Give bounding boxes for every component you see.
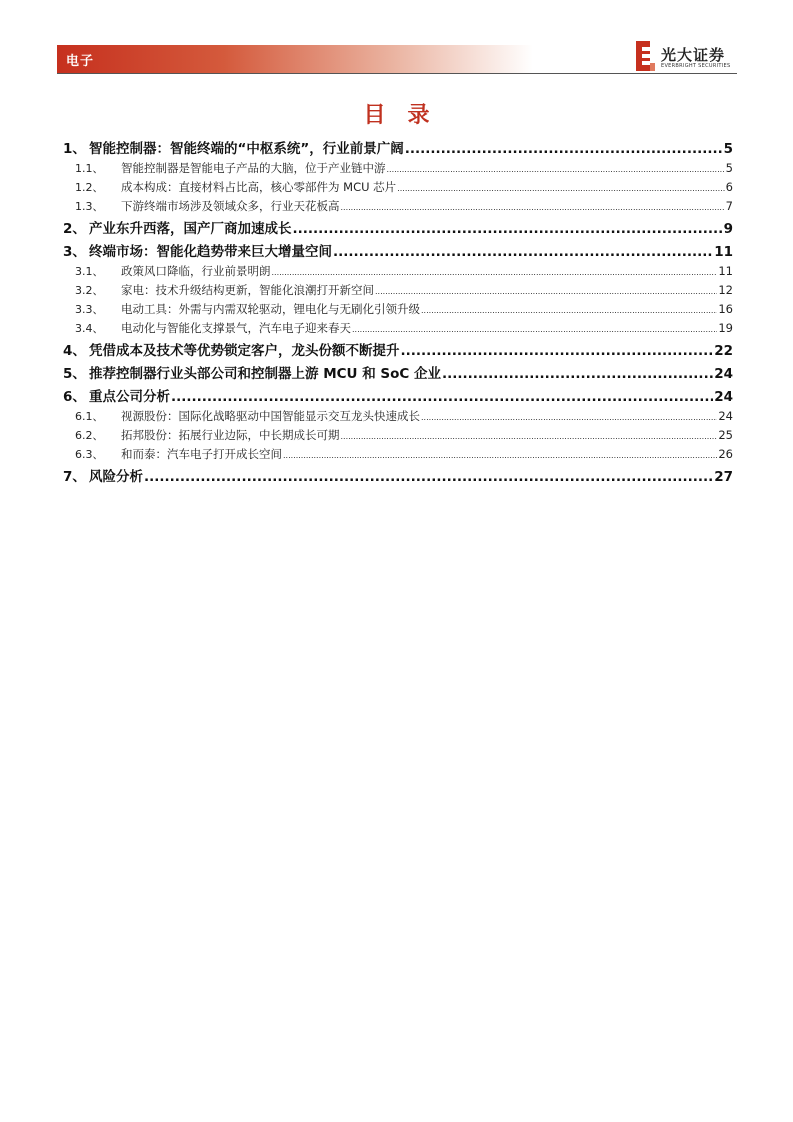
- toc-entry-page: 9: [723, 221, 733, 237]
- toc-entry[interactable]: [63, 339, 733, 362]
- toc-entry-number: 1.1、: [75, 162, 104, 175]
- toc-entry-number: 7、: [63, 469, 86, 485]
- toc-entry-page: 11: [714, 244, 733, 260]
- toc-leader-dots: [171, 389, 713, 405]
- toc-entry[interactable]: [63, 137, 733, 160]
- toc-leader-dots: [397, 180, 724, 194]
- logo-name-cn: 光大证券: [661, 46, 726, 64]
- section-header-bar: [57, 45, 533, 73]
- toc-entry[interactable]: [63, 160, 733, 179]
- toc-entry[interactable]: [63, 320, 733, 339]
- toc-entry-title: 风险分析: [89, 469, 143, 485]
- toc-entry-title: 政策风口降临，行业前景明朗: [121, 264, 271, 278]
- toc-entry-number: 3.4、: [75, 322, 104, 335]
- toc-entry-page: 19: [718, 321, 733, 335]
- toc-entry-page: 24: [714, 366, 733, 382]
- toc-entry-title: 电动化与智能化支撑景气，汽车电子迎来春天: [121, 321, 351, 335]
- toc-leader-dots: [401, 343, 714, 359]
- toc-entry-title: 凭借成本及技术等优势锁定客户，龙头份额不断提升: [89, 343, 400, 359]
- toc-entry-number: 1.2、: [75, 181, 104, 194]
- toc-entry-title: 产业东升西落，国产厂商加速成长: [89, 221, 292, 237]
- toc-leader-dots: [352, 321, 717, 335]
- toc-entry[interactable]: [63, 362, 733, 385]
- toc-leader-dots: [421, 409, 717, 423]
- toc-entry-title: 成本构成：直接材料占比高，核心零部件为 MCU 芯片: [121, 180, 397, 194]
- toc-entry-title: 视源股份：国际化战略驱动中国智能显示交互龙头快速成长: [121, 409, 420, 423]
- toc-entry-number: 3.2、: [75, 284, 104, 297]
- toc-entry-page: 12: [718, 283, 733, 297]
- toc-entry-page: 25: [718, 428, 733, 442]
- toc-entry-number: 6.2、: [75, 429, 104, 442]
- toc-entry[interactable]: [63, 446, 733, 465]
- logo-name-en: EVERBRIGHT SECURITIES: [661, 63, 731, 69]
- toc-leader-dots: [293, 221, 723, 237]
- toc-entry-number: 1.3、: [75, 200, 104, 213]
- toc-entry-number: 6、: [63, 389, 86, 405]
- toc-entry-page: 6: [725, 180, 733, 194]
- section-label: 电子: [66, 54, 95, 69]
- toc-entry-title: 智能控制器：智能终端的“中枢系统”，行业前景广阔: [89, 141, 404, 157]
- toc-entry[interactable]: [63, 408, 733, 427]
- toc-entry-number: 3.1、: [75, 265, 104, 278]
- toc-leader-dots: [387, 161, 725, 175]
- toc-entry[interactable]: [63, 198, 733, 217]
- toc-entry-number: 4、: [63, 343, 86, 359]
- toc-entry-title: 拓邦股份：拓展行业边际，中长期成长可期: [121, 428, 340, 442]
- toc-entry-title: 电动工具：外需与内需双轮驱动，锂电化与无刷化引领升级: [121, 302, 420, 316]
- toc-entry-page: 11: [718, 264, 733, 278]
- toc-entry-page: 26: [718, 447, 733, 461]
- toc-entry-title: 家电：技术升级结构更新，智能化浪潮打开新空间: [121, 283, 374, 297]
- toc-leader-dots: [442, 366, 713, 382]
- header-divider: [57, 73, 737, 74]
- toc-entry-title: 重点公司分析: [89, 389, 170, 405]
- toc-entry[interactable]: [63, 385, 733, 408]
- toc-entry[interactable]: [63, 465, 733, 488]
- toc-entry-number: 5、: [63, 366, 86, 382]
- toc-leader-dots: [272, 264, 718, 278]
- toc-entry[interactable]: [63, 301, 733, 320]
- everbright-logo-icon: [634, 41, 656, 71]
- toc-entry-number: 3.3、: [75, 303, 104, 316]
- toc-entry-number: 6.1、: [75, 410, 104, 423]
- table-of-contents: [63, 137, 733, 488]
- toc-leader-dots: [375, 283, 717, 297]
- toc-entry[interactable]: [63, 179, 733, 198]
- toc-leader-dots: [341, 428, 718, 442]
- toc-entry-title: 终端市场：智能化趋势带来巨大增量空间: [89, 244, 332, 260]
- toc-leader-dots: [144, 469, 713, 485]
- toc-entry-number: 6.3、: [75, 448, 104, 461]
- toc-entry-page: 27: [714, 469, 733, 485]
- toc-entry-number: 1、: [63, 141, 86, 157]
- toc-entry-page: 5: [725, 161, 733, 175]
- toc-entry[interactable]: [63, 263, 733, 282]
- toc-entry[interactable]: [63, 427, 733, 446]
- toc-leader-dots: [405, 141, 723, 157]
- toc-entry-page: 16: [718, 302, 733, 316]
- toc-entry-title: 下游终端市场涉及领域众多，行业天花板高: [121, 199, 340, 213]
- toc-entry-page: 24: [718, 409, 733, 423]
- toc-entry-number: 3、: [63, 244, 86, 260]
- toc-entry[interactable]: [63, 282, 733, 301]
- toc-heading: 目录: [363, 103, 452, 128]
- toc-entry-title: 和而泰：汽车电子打开成长空间: [121, 447, 282, 461]
- toc-leader-dots: [283, 447, 717, 461]
- toc-leader-dots: [421, 302, 717, 316]
- toc-entry[interactable]: [63, 240, 733, 263]
- company-logo: [634, 38, 738, 72]
- toc-entry-page: 22: [714, 343, 733, 359]
- toc-entry-title: 智能控制器是智能电子产品的大脑，位于产业链中游: [121, 161, 386, 175]
- toc-entry-number: 2、: [63, 221, 86, 237]
- toc-entry-page: 7: [725, 199, 733, 213]
- toc-leader-dots: [341, 199, 725, 213]
- toc-leader-dots: [333, 244, 713, 260]
- toc-entry[interactable]: [63, 217, 733, 240]
- toc-entry-page: 5: [723, 141, 733, 157]
- toc-entry-title: 推荐控制器行业头部公司和控制器上游 MCU 和 SoC 企业: [89, 366, 442, 382]
- toc-entry-page: 24: [714, 389, 733, 405]
